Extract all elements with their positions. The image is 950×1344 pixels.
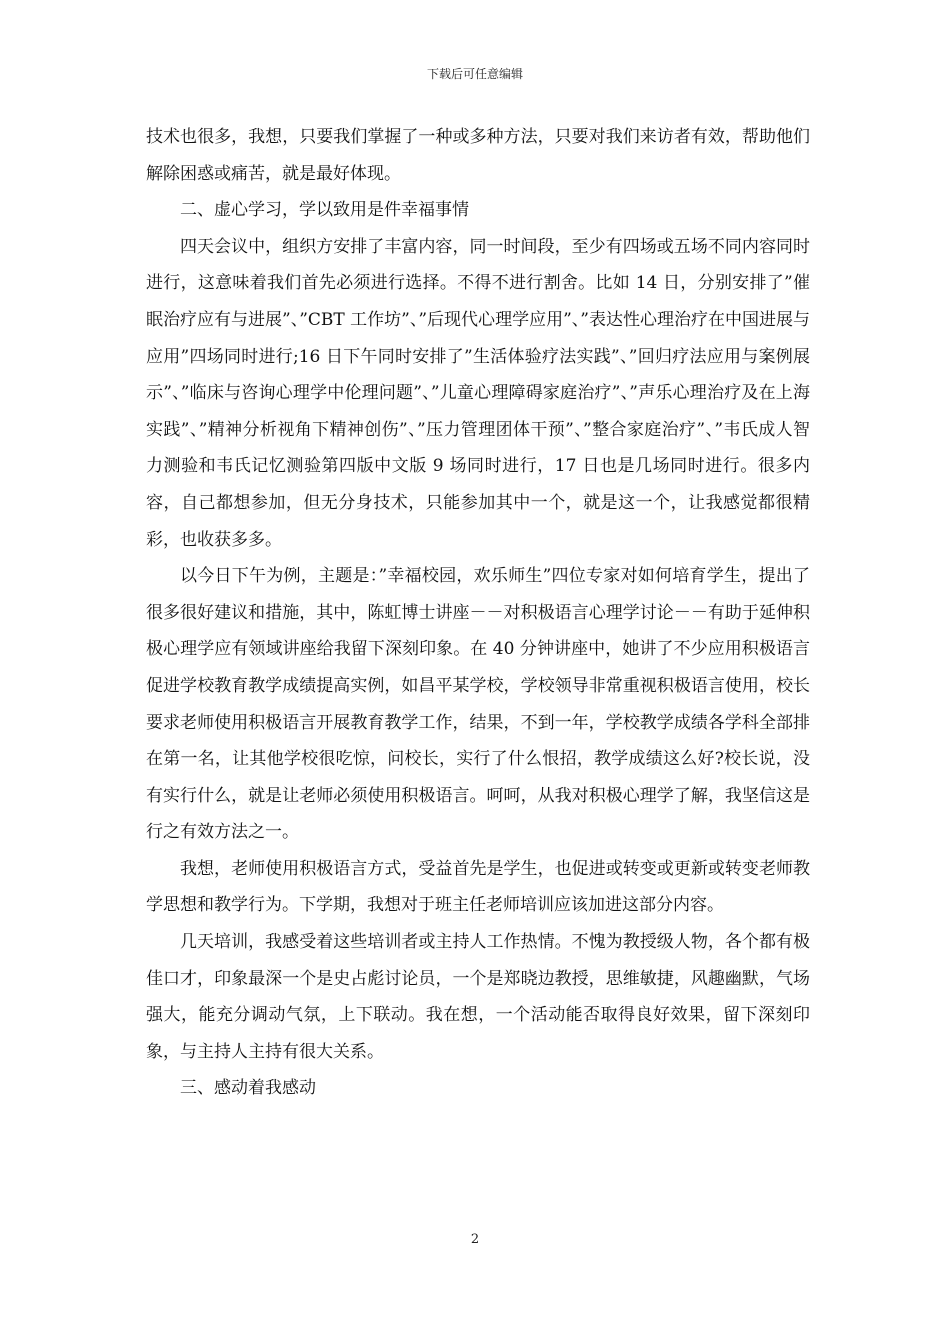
- section-heading-3: 三、感动着我感动: [180, 1078, 316, 1099]
- document-body: [146, 119, 810, 1107]
- paragraph-continuation: 技术也很多，我想，只要我们掌握了一种或多种方法，只要对我们来访者有效，帮助他们解除困惑或痛苦，就是最好体现。: [146, 127, 810, 184]
- page-number: 2: [470, 1232, 480, 1247]
- page-header: 下载后可任意编辑: [426, 67, 523, 81]
- paragraph-trainers: 几天培训，我感受着这些培训者或主持人工作热情。不愧为教授级人物，各个都有极佳口才，印象最深一个是史占彪讨论员，一个是郑晓边教授，思维敏捷，风趣幽默，气场强大，能充分调动气氛，上下联动。我在想，一个活动能否取得良好效果，留下深刻印象，与主持人主持有很大关系。: [146, 932, 810, 1062]
- section-heading-2: 二、虚心学习，学以致用是件幸福事情: [180, 200, 469, 221]
- paragraph-afternoon-example: 以今日下午为例，主题是：”幸福校园，欢乐师生”四位专家对如何培育学生，提出了很多很好建议和措施，其中，陈虹博士讲座－－对积极语言心理学讨论－－有助于延伸积极心理学应有领域讲座给我留下深刻印象。在 40 分钟讲座中，她讲了不少应用积极语言促进学校教育教学成绩提高实例，如昌平某学校，学校领导非常重视积极语言使用，校长要求老师使用积极语言开展教育教学工作，结果，不到一年，学校教学成绩各学科全部排在第一名，让其他学校很吃惊，问校长，实行了什么恨招，教学成绩这么好?校长说，没有实行什么，就是让老师必须使用积极语言。呵呵，从我对积极心理学了解，我坚信这是行之有效方法之一。: [146, 566, 810, 843]
- paragraph-conference-sessions: 四天会议中，组织方安排了丰富内容，同一时间段，至少有四场或五场不同内容同时进行，这意味着我们首先必须进行选择。不得不进行割舍。比如 14 日，分别安排了”催眠治疗应有与进展”、”CBT 工作坊”、”后现代心理学应用”、”表达性心理治疗在中国进展与应用”四场同时进行;16 日下午同时安排了”生活体验疗法实践”、”回归疗法应用与案例展示”、”临床与咨询心理学中伦理问题”、”儿童心理障碍家庭治疗”、”声乐心理治疗及在上海实践”、”精神分析视角下精神创伤”、”压力管理团体干预”、”整合家庭治疗”、”韦氏成人智力测验和韦氏记忆测验第四版中文版 9 场同时进行，17 日也是几场同时进行。很多内容，自己都想参加，但无分身技术，只能参加其中一个，就是这一个，让我感觉都很精彩，也收获多多。: [146, 236, 810, 550]
- paragraph-positive-language: 我想，老师使用积极语言方式，受益首先是学生，也促进或转变或更新或转变老师教学思想和教学行为。下学期，我想对于班主任老师培训应该加进这部分内容。: [146, 858, 810, 916]
